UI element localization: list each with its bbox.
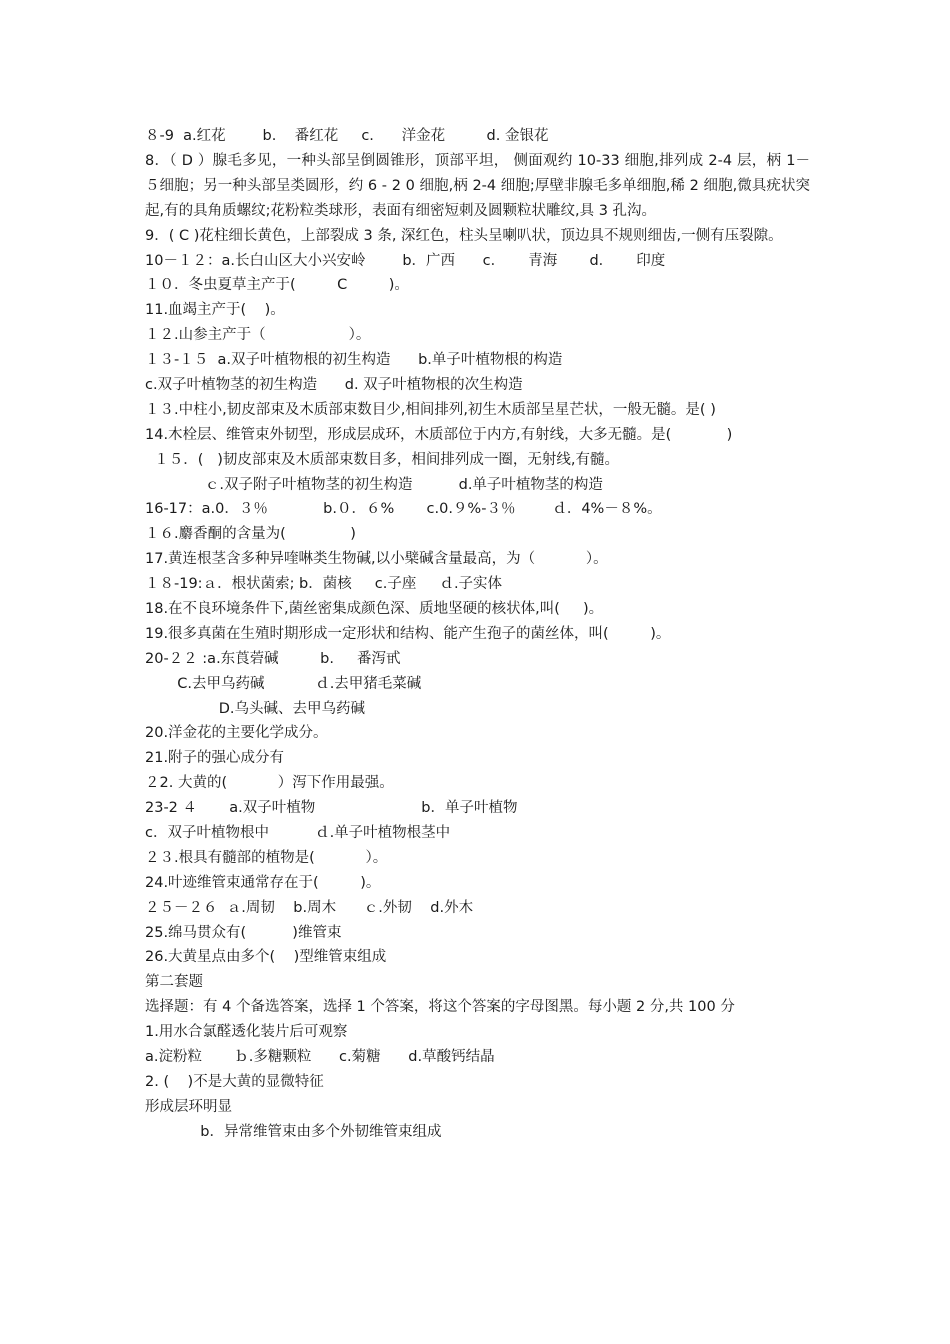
- question-24: 24.叶迹维管束通常存在于( )。: [145, 874, 381, 891]
- options-20-22-a: 20-２２ :a.东莨菪碱 b. 番泻甙: [145, 650, 401, 667]
- options-13-15-a: １３-１５ a.双子叶植物根的初生构造 b.单子叶植物根的构造: [145, 352, 563, 369]
- question-12: １２.山参主产于（ ）。: [145, 327, 371, 344]
- question-17: 17.黄连根茎含多种异喹啉类生物碱,以小檗碱含量最高，为（ ）。: [145, 551, 608, 568]
- document-body: [145, 124, 810, 1145]
- question-20: 20.洋金花的主要化学成分。: [145, 725, 328, 742]
- options-13-15-b: c.双子叶植物茎的初生构造 d. 双子叶植物根的次生构造: [145, 376, 523, 393]
- options-18-19: １８-19:ａ．根状菌索; b．菌核 c.子座 ｄ.子实体: [145, 576, 503, 593]
- options-13-15-c: ｃ.双子附子叶植物茎的初生构造 d.单子叶植物茎的构造: [145, 476, 603, 493]
- options-10-12: 10－１２：a.长白山区大小兴安岭 b．广西 c． 青海 d． 印度: [145, 252, 666, 269]
- question-25: 25.绵马贯众有( )维管束: [145, 924, 342, 941]
- question-15: １５．( )韧皮部束及木质部束数目多，相间排列成一圈，无射线,有髓。: [145, 451, 619, 468]
- options-23-24-a: 23-2 ４ a.双子叶植物 b．单子叶植物: [145, 800, 518, 817]
- section-instructions: 选择题：有 4 个备选答案，选择 1 个答案，将这个答案的字母图黑。每小题 2 分,共 100 分: [145, 999, 735, 1016]
- question-19: 19.很多真菌在生殖时期形成一定形状和结构、能产生孢子的菌丝体，叫( )。: [145, 625, 671, 642]
- question-2-1: 1.用水合氯醛透化装片后可观察: [145, 1024, 348, 1041]
- question-9: 9．( C )花柱细长黄色，上部裂成 3 条, 深红色，柱头呈喇叭状，顶边具不规则细齿,一侧有压裂隙。: [145, 227, 783, 244]
- question-22: ２2. 大黄的( ）泻下作用最强。: [145, 775, 394, 792]
- options-20-22-b: C.去甲乌药碱 ｄ.去甲猪毛菜碱: [145, 675, 422, 692]
- question-10: １０．冬虫夏草主产于( C )。: [145, 277, 409, 294]
- question-26: 26.大黄星点由多个( )型维管束组成: [145, 949, 387, 966]
- question-8: 8．（ D ）腺毛多见，一种头部呈倒圆锥形，顶部平坦， 侧面观约 10-33 细胞,排列成 2-4 层，柄 1－５细胞；另一种头部呈类圆形，约 6 - 2 0 细胞,柄 2-4 细胞;厚壁非腺毛多单细胞,稀 2 细胞,微具疣状突起,有的具角质螺纹;花粉粒类球形，表面有细密短刺及圆颗粒状雕纹,具 3 孔沟。: [145, 152, 810, 219]
- question-18: 18.在不良环境条件下,菌丝密集成颜色深、质地坚硬的核状体,叫( )。: [145, 601, 604, 617]
- options-20-22-c: D.乌头碱、去甲乌药碱: [145, 700, 366, 717]
- option-2-2-b: b．异常维管束由多个外韧维管束组成: [145, 1123, 442, 1140]
- question-14: 14.木栓层、维管束外韧型，形成层成环，木质部位于内方,有射线，大多无髓。是( ): [145, 426, 733, 443]
- options-2-1: a.淀粉粒 ｂ.多糖颗粒 c.菊糖 d.草酸钙结晶: [145, 1049, 495, 1066]
- question-11: 11.血竭主产于( )。: [145, 302, 285, 319]
- options-23-24-b: c．双子叶植物根中 ｄ.单子叶植物根茎中: [145, 825, 451, 842]
- question-13: １３.中柱小,韧皮部束及木质部束数目少,相间排列,初生木质部呈星芒状，一般无髓。是( ): [145, 401, 716, 418]
- question-16: １６.麝香酮的含量为( ): [145, 526, 356, 543]
- option-2-2-a: 形成层环明显: [145, 1098, 232, 1115]
- options-8-9: ８-9 a.红花 b. 番红花 c. 洋金花 d. 金银花: [145, 128, 549, 144]
- question-2-2: 2. ( )不是大黄的显微特征: [145, 1073, 324, 1090]
- question-21: 21.附子的强心成分有: [145, 750, 285, 767]
- options-16-17: 16-17：a.0．３％ b.０．６% c.0.９%-３％ ｄ．4%－８%。: [145, 501, 662, 518]
- section-heading: 第二套题: [145, 974, 203, 991]
- options-25-26: ２５－２６ ａ.周韧 b.周木 ｃ.外韧 d.外木: [145, 899, 474, 916]
- question-23: ２３.根具有髓部的植物是( ）。: [145, 849, 388, 866]
